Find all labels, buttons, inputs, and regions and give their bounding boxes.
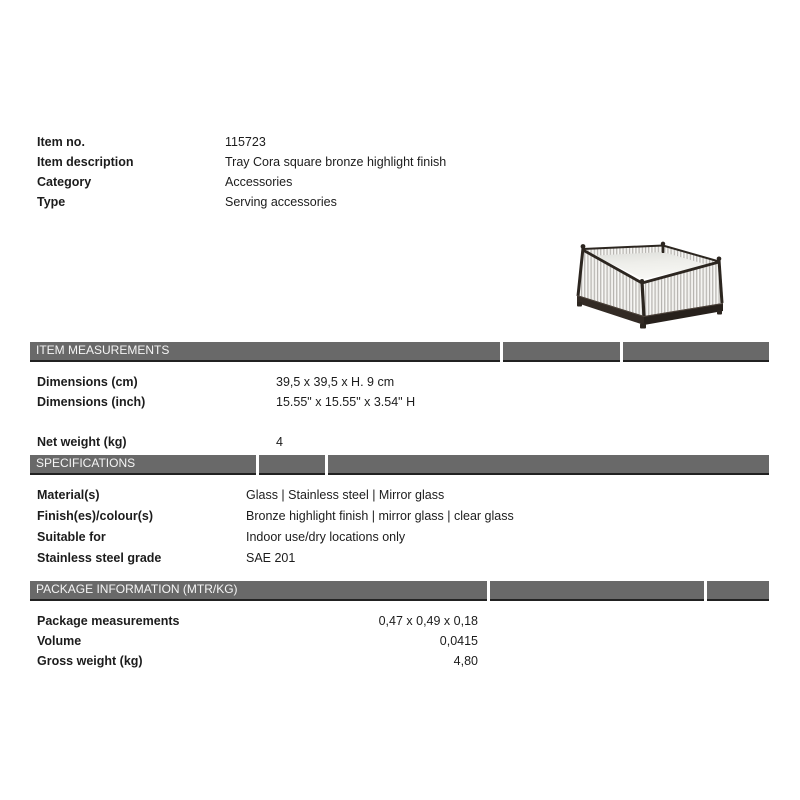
bar-segment: [328, 455, 769, 475]
net-weight-row: [30, 434, 769, 454]
bar-segment: [503, 342, 620, 362]
type-row: [30, 194, 769, 214]
category-value: Accessories: [225, 175, 293, 189]
specifications-header: SPECIFICATIONS: [30, 455, 256, 475]
bar-segment: [623, 342, 769, 362]
item-description-value: Tray Cora square bronze highlight finish: [225, 155, 447, 169]
category-label: Category: [37, 175, 92, 189]
item-no-label: Item no.: [37, 135, 85, 149]
bar-segment: [707, 581, 769, 601]
bar-segment: [490, 581, 704, 601]
net-weight-label: Net weight (kg): [37, 435, 127, 449]
steel-grade-value: SAE 201: [246, 551, 296, 565]
dimensions-inch-row: [30, 394, 769, 414]
package-measurements-value: 0,47 x 0,49 x 0,18: [378, 614, 478, 628]
section-bar-specifications: [30, 455, 769, 475]
materials-label: Material(s): [37, 488, 100, 502]
package-measurements-label: Package measurements: [37, 614, 180, 628]
item-measurements-table: [30, 374, 769, 454]
dimensions-cm-label: Dimensions (cm): [37, 375, 138, 389]
section-bar-item-measurements: [30, 342, 769, 362]
materials-value: Glass | Stainless steel | Mirror glass: [246, 488, 445, 502]
item-description-row: [30, 154, 769, 174]
suitable-for-label: Suitable for: [37, 530, 106, 544]
specifications-table: [30, 487, 769, 571]
suitable-for-value: Indoor use/dry locations only: [246, 530, 406, 544]
dimensions-inch-label: Dimensions (inch): [37, 395, 146, 409]
materials-row: [30, 487, 769, 508]
item-measurements-header: ITEM MEASUREMENTS: [30, 342, 500, 362]
net-weight-value: 4: [276, 435, 283, 449]
dimensions-inch-value: 15.55" x 15.55" x 3.54" H: [276, 395, 416, 409]
finishes-value: Bronze highlight finish | mirror glass | clear glass: [246, 509, 514, 523]
item-description-label: Item description: [37, 155, 134, 169]
volume-label: Volume: [37, 634, 82, 648]
bar-segment: [259, 455, 325, 475]
volume-row: [30, 633, 769, 653]
volume-value: 0,0415: [439, 634, 478, 648]
finishes-row: [30, 508, 769, 529]
product-photo-tray: [565, 232, 735, 337]
section-bar-package-information: [30, 581, 769, 601]
category-row: [30, 174, 769, 194]
package-measurements-row: [30, 613, 769, 633]
steel-grade-row: [30, 550, 769, 571]
steel-grade-label: Stainless steel grade: [37, 551, 162, 565]
gross-weight-value: 4,80: [453, 654, 478, 668]
finishes-label: Finish(es)/colour(s): [37, 509, 153, 523]
package-information-table: [30, 613, 769, 673]
item-no-row: [30, 134, 769, 154]
suitable-for-row: [30, 529, 769, 550]
package-information-header: PACKAGE INFORMATION (MTR/KG): [30, 581, 487, 601]
gross-weight-row: [30, 653, 769, 673]
type-value: Serving accessories: [225, 195, 337, 209]
gross-weight-label: Gross weight (kg): [37, 654, 143, 668]
item-no-value: 115723: [225, 135, 266, 149]
dimensions-cm-value: 39,5 x 39,5 x H. 9 cm: [276, 375, 395, 389]
dimensions-cm-row: [30, 374, 769, 394]
type-label: Type: [37, 195, 66, 209]
item-info-table: [30, 134, 769, 214]
